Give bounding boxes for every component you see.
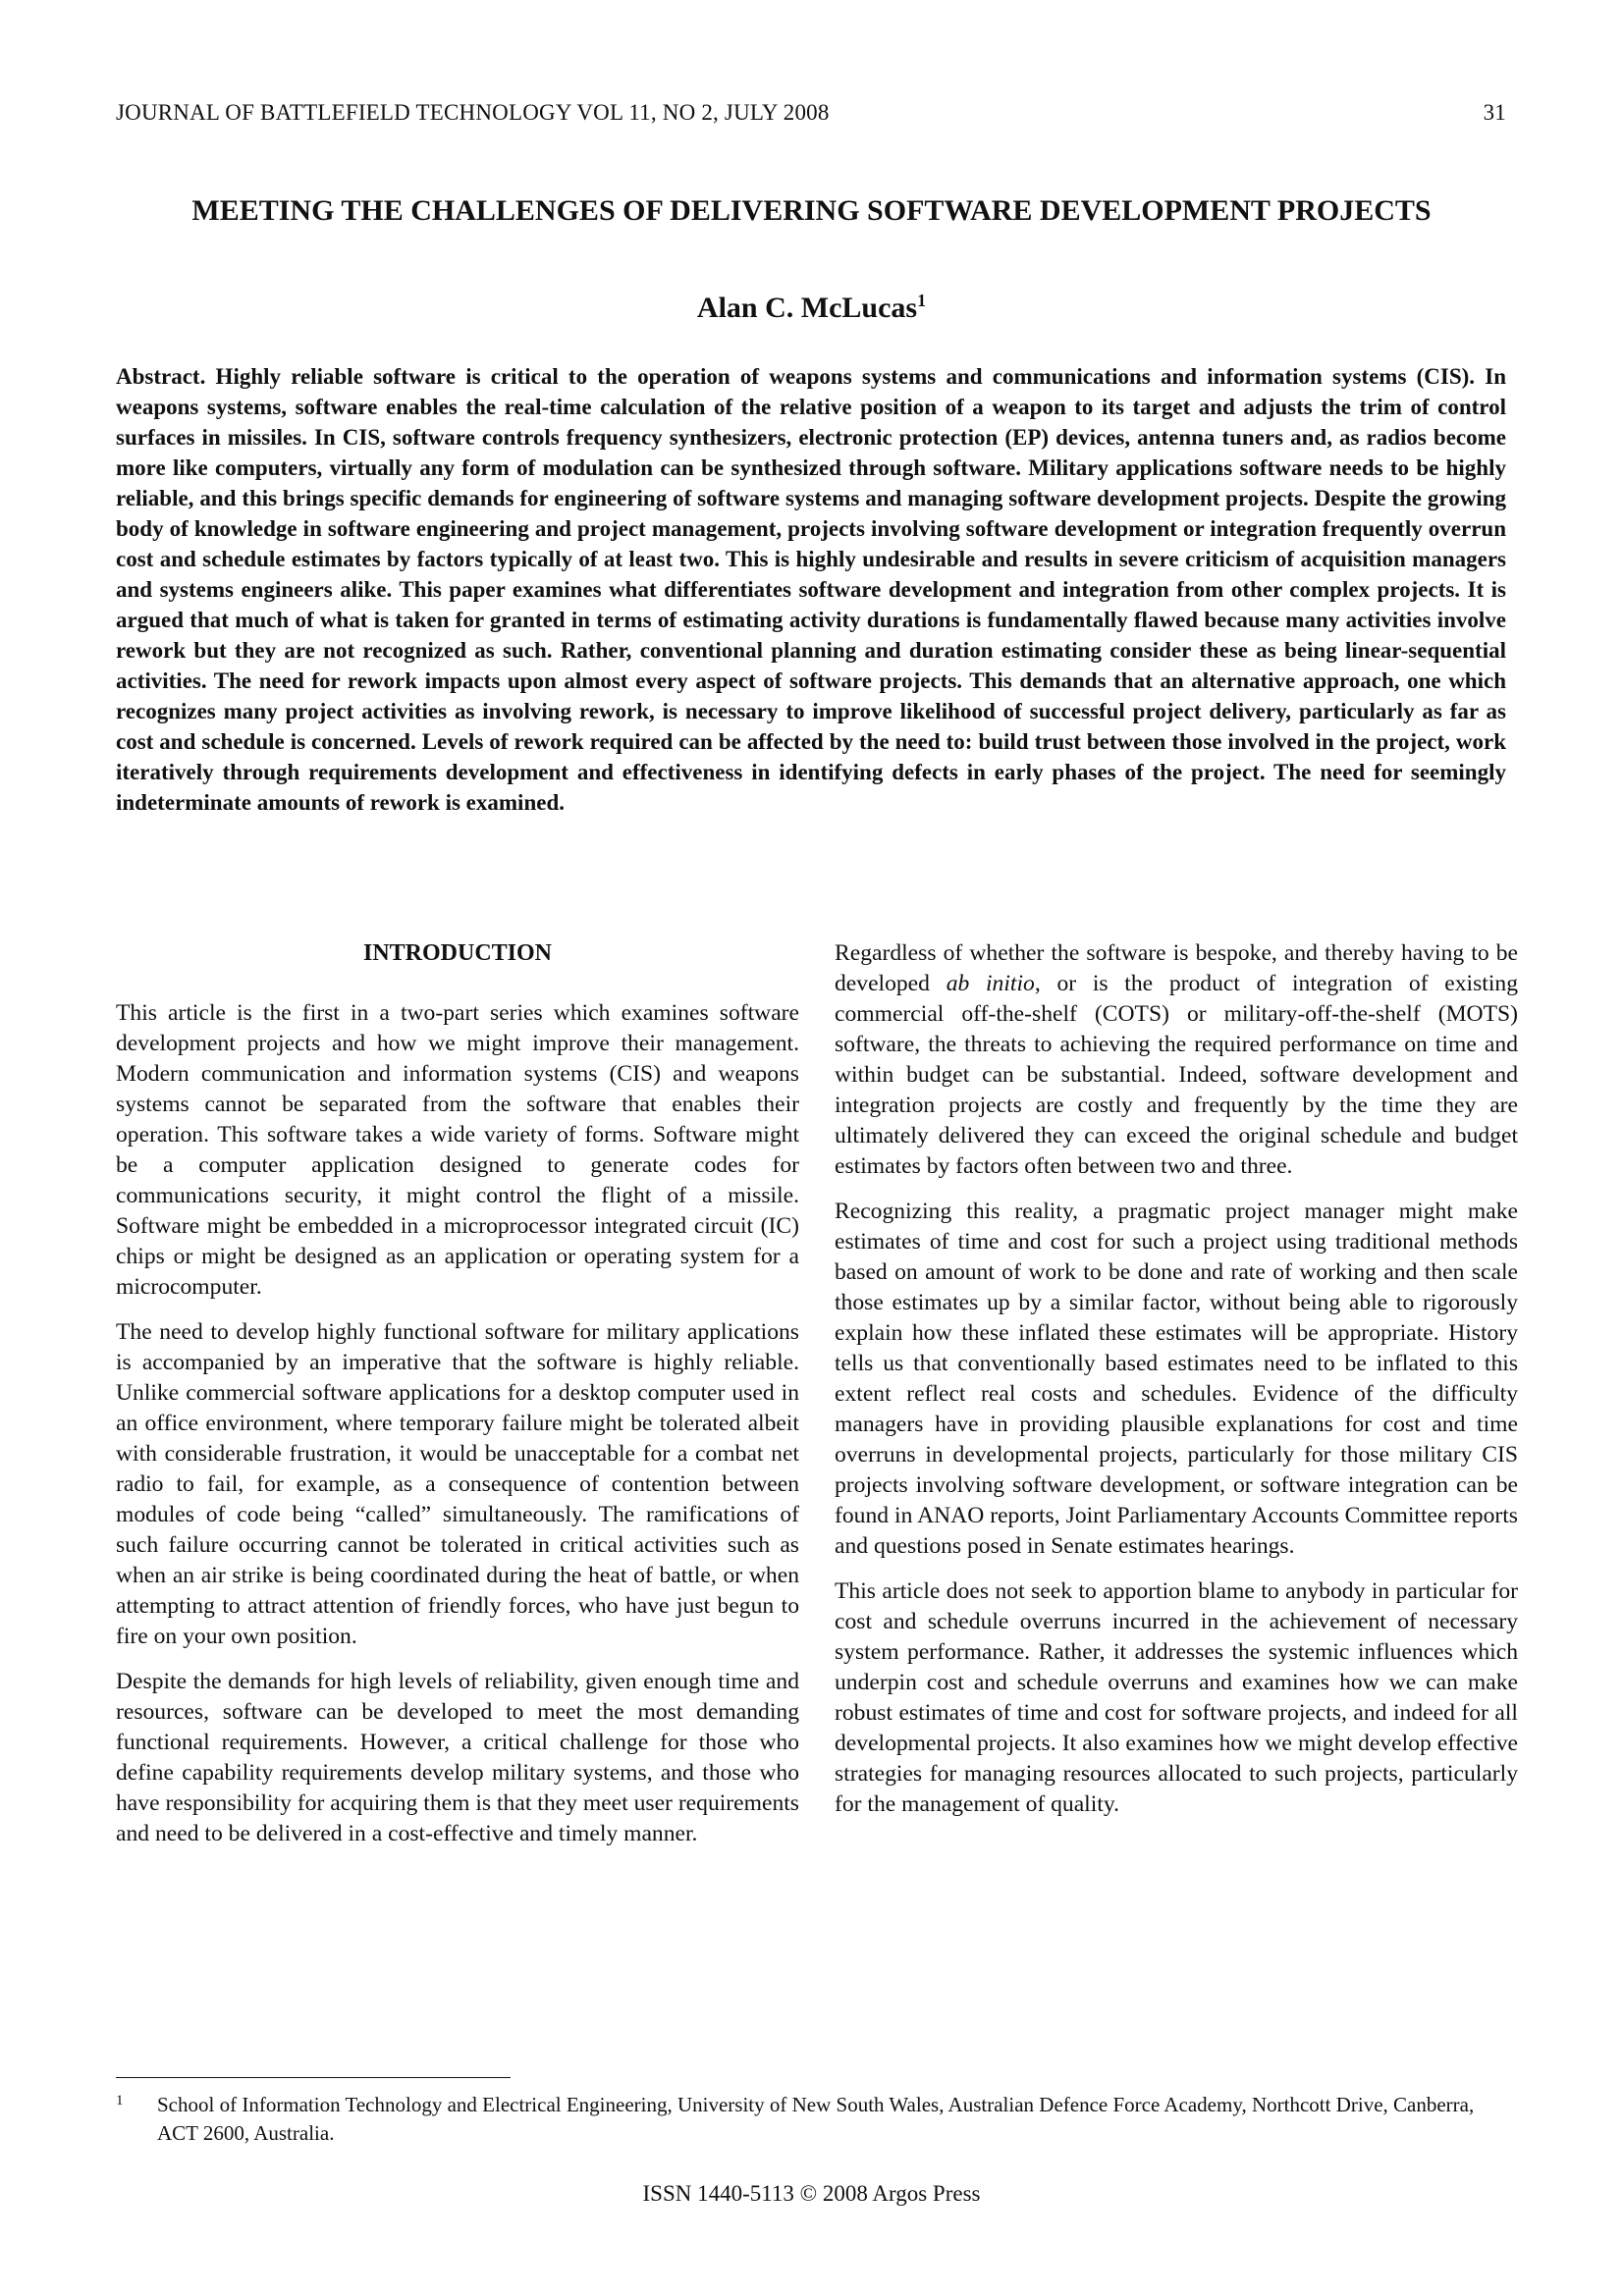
paragraph [835,938,1518,1182]
page-number: 31 [1483,100,1506,125]
author [0,291,1623,326]
abstract: Abstract. Highly reliable software is critical to the operation of weapons systems and communications and information systems (CIS). In weapons systems, software enables the real-time calculation of the relative position of a weapon to its target and adjusts the trim of control surfaces in missiles. In CIS, software controls frequency synthesizers, electronic protection (EP) devices, antenna tuners and, as radios become more like computers, virtually any form of modulation can be synthesized through software. Military applications software needs to be highly reliable, and this brings specific demands for engineering of software systems and managing software development projects. Despite the growing body of knowledge in software engineering and project management, projects involving software development or integration frequently overrun cost and schedule estimates by factors typically of at least two. This is highly undesirable and results in severe criticism of acquisition managers and systems engineers alike. This paper examines what differentiates software development and integration from other complex projects. It is argued that much of what is taken for granted in terms of estimating activity durations is fundamentally flawed because many activities involve rework but they are not recognized as such. Rather, conventional planning and duration estimating consider these as being linear-sequential activities. The need for rework impacts upon almost every aspect of software projects. This demands that an alternative approach, one which recognizes many project activities as involving rework, is necessary to improve likelihood of successful project delivery, particularly as far as cost and schedule is concerned. Levels of rework required can be affected by the need to: build trust between those involved in the project, work iteratively through requirements development and effectiveness in identifying defects in early phases of the project. The need for seemingly indeterminate amounts of rework is examined. [116,364,1506,815]
paragraph: This article does not seek to apportion blame to anybody in particular for cost and schedule overruns incurred in the achievement of necessary system performance. Rather, it addresses the systemic influences which underpin cost and schedule overruns and examines how we can make robust estimates of time and cost for software projects, and indeed for all developmental projects. It also examines how we might develop effective strategies for managing resources allocated to such projects, particularly for the management of quality. [835,1578,1518,1817]
italic-term: ab initio [946,971,1035,996]
page-footer: ISSN 1440-5113 © 2008 Argos Press [642,2181,981,2206]
right-column [835,938,1518,1835]
paragraph: Recognizing this reality, a pragmatic project manager might make estimates of time and cost for such a project using traditional methods based on amount of work to be done and rate of working and then scale those estimates up by a similar factor, without being able to rigorously explain how these inflated these estimates will be appropriate. History tells us that conventionally based estimates need to be inflated to this extent reflect real costs and schedules. Evidence of the difficulty managers have in providing plausible explanations for cost and time overruns in developmental projects, particularly for those military CIS projects involving software development, or software integration can be found in ANAO reports, Joint Parliamentary Accounts Committee reports and questions posed in Senate estimates hearings. [835,1199,1518,1559]
left-column [116,938,799,1864]
paragraph: Despite the demands for high levels of reliability, given enough time and resources, software can be developed to meet the most demanding functional requirements. However, a critical challenge for those who define capability requirements develop military systems, and those who have responsibility for acquiring them is that they meet user requirements and need to be delivered in a cost-effective and timely manner. [116,1669,799,1846]
footnote [116,2091,1506,2148]
running-head [116,96,1506,130]
journal-name: JOURNAL OF BATTLEFIELD TECHNOLOGY VOL 11, NO 2, JULY 2008 [116,100,830,125]
footnote-mark: 1 [116,2093,124,2109]
article-title: MEETING THE CHALLENGES OF DELIVERING SOFTWARE DEVELOPMENT PROJECTS [191,194,1432,227]
footnote-text: School of Information Technology and Electrical Engineering, University of New South Wales, Australian Defence Force Academy, Northcott Drive, Canberra, ACT 2600, Australia. [157,2093,1475,2145]
author-name: Alan C. McLucas [696,292,918,324]
paragraph-text: Regardless of whether the software is bespoke, and thereby having to be developed [835,940,1518,996]
paragraph: The need to develop highly functional software for military applications is accompanied by an imperative that the software is highly reliable. Unlike commercial software applications for a desktop computer used in an office environment, where temporary failure might be tolerated albeit with considerable frustration, it would be unacceptable for a combat net radio to fail, for example, as a consequence of contention between modules of code being “called” simultaneously. The ramifications of such failure occurring cannot be tolerated in critical activities such as when an air strike is being coordinated during the heat of battle, or when attempting to attract attention of friendly forces, who have just begun to fire on your own position. [116,1319,799,1649]
footnote-divider [116,2077,511,2078]
paragraph: This article is the first in a two-part series which examines software development projects and how we might improve their management. Modern communication and information systems (CIS) and weapons systems cannot be separated from the software that enables their operation. This software takes a wide variety of forms. Software might be a computer application designed to generate codes for communications security, it might control the flight of a missile. Software might be embedded in a microprocessor integrated circuit (IC) chips or might be designed as an application or operating system for a microcomputer. [116,1000,799,1300]
section-heading: INTRODUCTION [362,940,553,966]
author-footnote-mark: 1 [917,291,927,310]
paragraph-text: , or is the product of integration of existing commercial off-the-shelf (COTS) or military-off-the-shelf (MOTS) software, the threats to achieving the required performance on time and within budget can be substantial. Indeed, software development and integration projects are costly and frequently by the time they are ultimately delivered they can exceed the original schedule and budget estimates by factors often between two and three. [835,971,1519,1179]
